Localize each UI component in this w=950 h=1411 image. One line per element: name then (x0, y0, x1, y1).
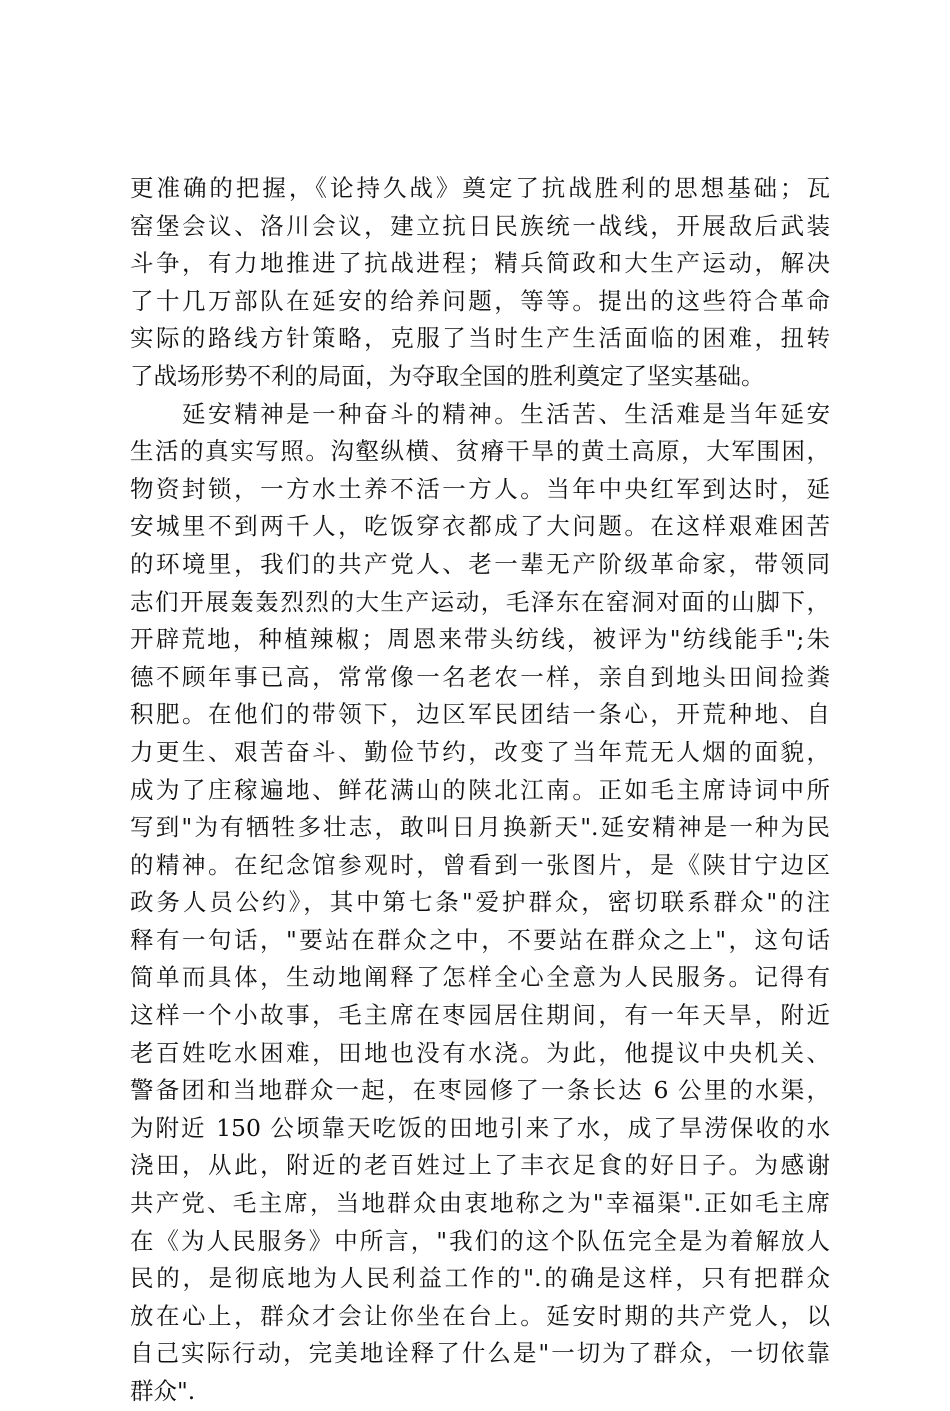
text-line: 群众". (130, 1377, 196, 1405)
text-line: 安城里不到两千人，吃饭穿衣都成了大问题。在这样艰难困苦 (130, 512, 830, 541)
text-line: 开辟荒地，种植辣椒；周恩来带头纺线，被评为"纺线能手";朱 (130, 625, 830, 654)
text-line: 的精神。在纪念馆参观时，曾看到一张图片，是《陕甘宁边区 (130, 850, 830, 879)
text-line: 这样一个小故事，毛主席在枣园居住期间，有一年天旱，附近 (130, 1001, 830, 1030)
text-line: 斗争，有力地推进了抗战进程；精兵简政和大生产运动，解决 (130, 249, 830, 278)
text-line: 窑堡会议、洛川会议，建立抗日民族统一战线，开展敌后武装 (130, 211, 830, 240)
text-line: 志们开展轰轰烈烈的大生产运动，毛泽东在窑洞对面的山脚下， (130, 587, 830, 616)
text-line: 民的，是彻底地为人民利益工作的".的确是这样，只有把群众 (130, 1264, 830, 1293)
text-line: 成为了庄稼遍地、鲜花满山的陕北江南。正如毛主席诗词中所 (130, 775, 830, 804)
text-line: 写到"为有牺牲多壮志，敢叫日月换新天".延安精神是一种为民 (130, 813, 830, 842)
text-line: 为附近 150 公顷靠天吃饭的田地引来了水，成了旱涝保收的水 (130, 1113, 830, 1142)
text-line: 警备团和当地群众一起，在枣园修了一条长达 6 公里的水渠， (130, 1076, 830, 1105)
text-line: 自己实际行动，完美地诠释了什么是"一切为了群众，一切依靠 (130, 1339, 830, 1368)
text-line: 释有一句话，"要站在群众之中，不要站在群众之上"，这句话 (130, 925, 830, 954)
text-line: 了战场形势不利的局面，为夺取全国的胜利奠定了坚实基础。 (130, 361, 765, 390)
text-line: 积肥。在他们的带领下，边区军民团结一条心，开荒种地、自 (130, 700, 830, 729)
text-line: 力更生、艰苦奋斗、勤俭节约，改变了当年荒无人烟的面貌， (130, 737, 830, 766)
text-line: 老百姓吃水困难，田地也没有水浇。为此，他提议中央机关、 (130, 1038, 830, 1067)
text-line: 德不顾年事已高，常常像一名老农一样，亲自到地头田间捡粪 (130, 662, 830, 691)
text-line: 物资封锁，一方水土养不活一方人。当年中央红军到达时，延 (130, 474, 830, 503)
text-line: 共产党、毛主席，当地群众由衷地称之为"幸福渠".正如毛主席 (130, 1189, 830, 1218)
text-line: 实际的路线方针策略，克服了当时生产生活面临的困难，扭转 (130, 324, 830, 353)
text-line: 延安精神是一种奋斗的精神。生活苦、生活难是当年延安 (130, 399, 830, 428)
text-line: 在《为人民服务》中所言，"我们的这个队伍完全是为着解放人 (130, 1226, 830, 1255)
text-line: 浇田，从此，附近的老百姓过上了丰衣足食的好日子。为感谢 (130, 1151, 830, 1180)
text-line: 更准确的把握，《论持久战》奠定了抗战胜利的思想基础；瓦 (130, 174, 830, 202)
text-line: 简单而具体，生动地阐释了怎样全心全意为人民服务。记得有 (130, 963, 830, 992)
text-line: 政务人员公约》，其中第七条"爱护群众，密切联系群众"的注 (130, 888, 830, 917)
text-line: 的环境里，我们的共产党人、老一辈无产阶级革命家，带领同 (130, 549, 830, 578)
text-line: 了十几万部队在延安的给养问题，等等。提出的这些符合革命 (130, 286, 830, 315)
document-body (130, 170, 830, 1411)
text-line: 放在心上，群众才会让你坐在台上。延安时期的共产党人，以 (130, 1301, 830, 1330)
text-line: 生活的真实写照。沟壑纵横、贫瘠干旱的黄土高原，大军围困， (130, 437, 830, 466)
